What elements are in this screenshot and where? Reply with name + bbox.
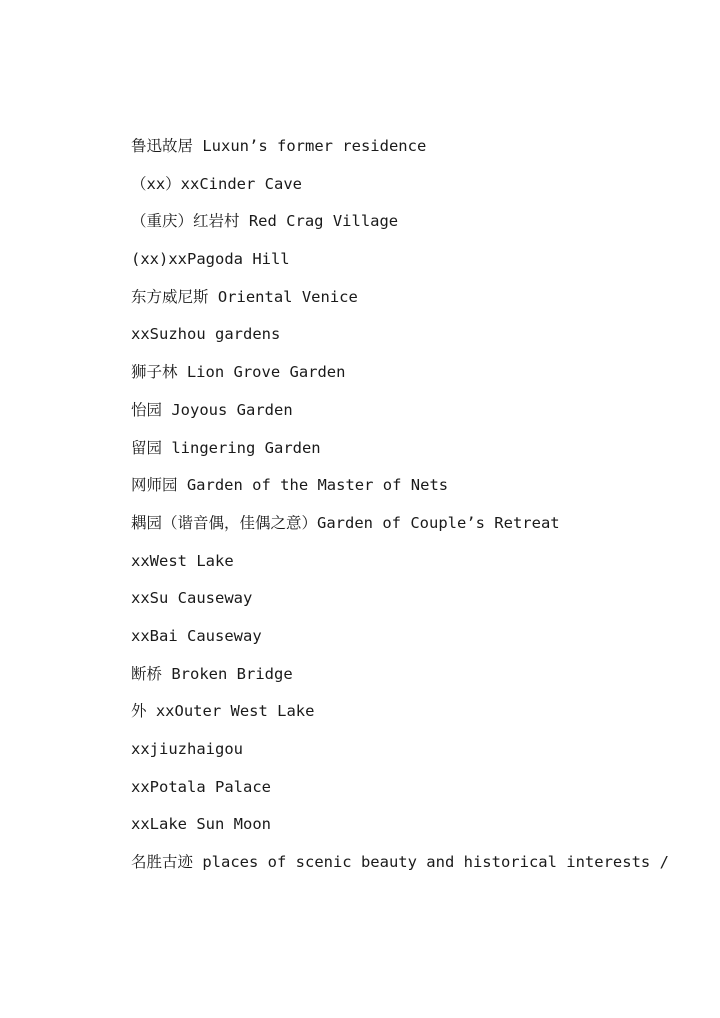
list-item: xxPotala Palace <box>131 777 271 796</box>
list-item: xxSuzhou gardens <box>131 325 281 344</box>
list-item: （xx）xxCinder Cave <box>131 174 302 193</box>
list-item: xxSu Causeway <box>131 589 253 608</box>
list-item: 名胜古迹 places of scenic beauty and historical interests / <box>131 853 669 872</box>
list-item: 断桥 Broken Bridge <box>131 664 293 683</box>
list-item: 网师园 Garden of the Master of Nets <box>131 476 449 495</box>
list-item: 怡园 Joyous Garden <box>131 400 293 419</box>
list-item: xxWest Lake <box>131 551 234 570</box>
list-item: 外 xxOuter West Lake <box>131 702 315 721</box>
list-item: （重庆）红岩村 Red Crag Village <box>131 212 399 231</box>
list-item: (xx)xxPagoda Hill <box>131 250 290 269</box>
list-item: xxjiuzhaigou <box>131 740 243 758</box>
list-item: 狮子林 Lion Grove Garden <box>131 363 346 382</box>
list-item: 东方威尼斯 Oriental Venice <box>131 287 358 306</box>
list-item: 耦园（谐音偶，佳偶之意）Garden of Couple’s Retreat <box>131 513 560 532</box>
list-item: 留园 lingering Garden <box>131 438 321 457</box>
term-list <box>131 135 669 889</box>
list-item: xxBai Causeway <box>131 626 262 645</box>
list-item: 鲁迅故居 Luxun’s former residence <box>131 137 427 155</box>
list-item: xxLake Sun Moon <box>131 815 271 834</box>
